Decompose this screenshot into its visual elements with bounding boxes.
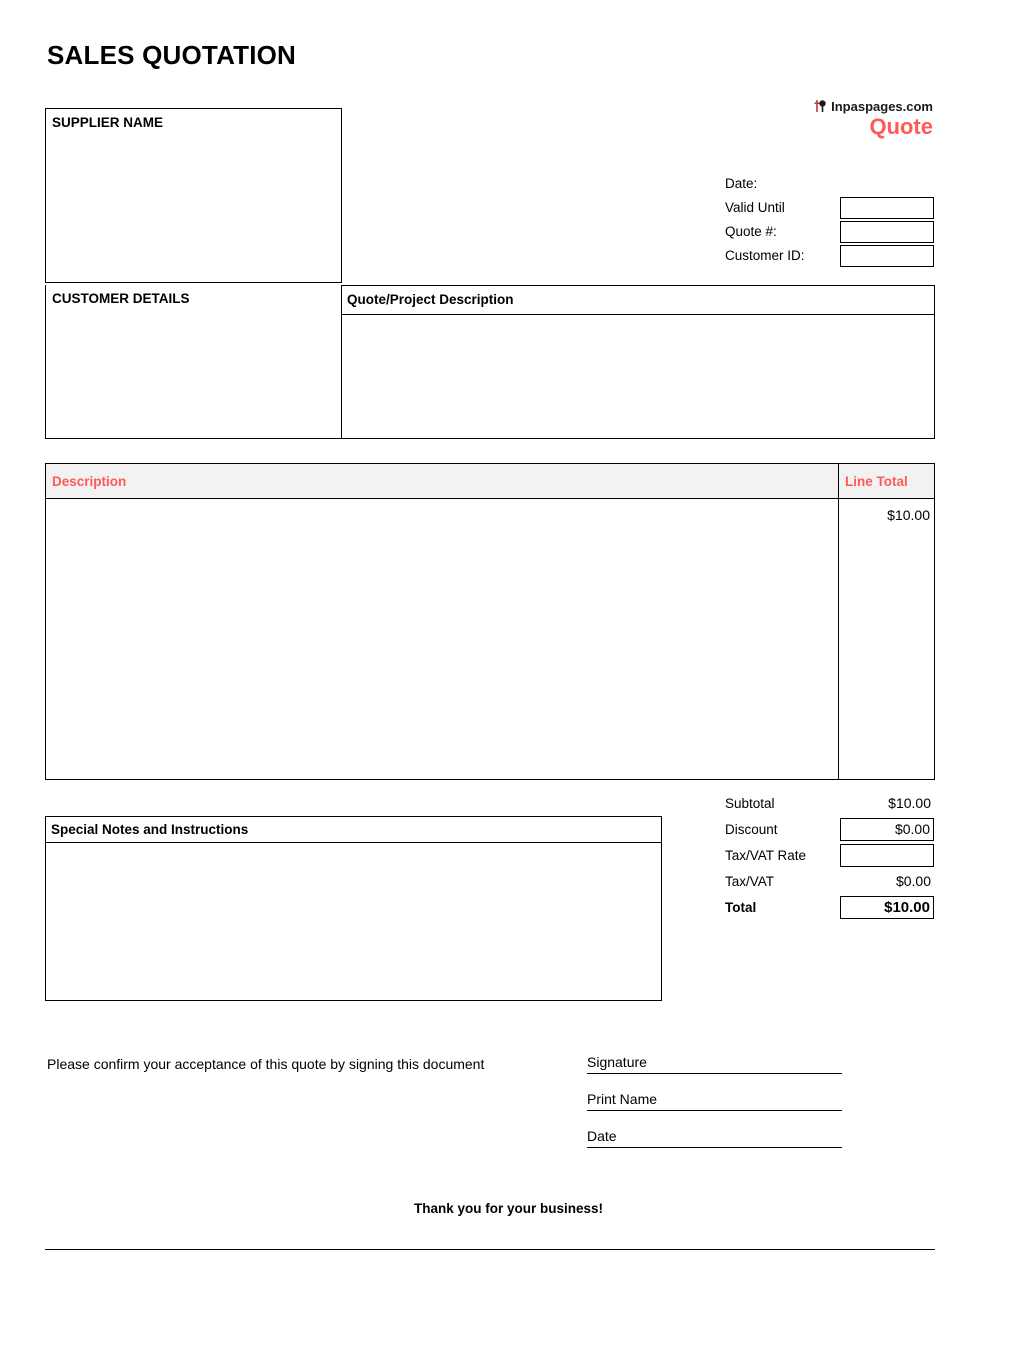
- totals-label-tax-rate: Tax/VAT Rate: [725, 847, 807, 863]
- page-title: SALES QUOTATION: [47, 40, 297, 70]
- totals-block: [725, 790, 935, 920]
- totals-row-tax: [725, 868, 935, 894]
- totals-label-subtotal: Subtotal: [725, 795, 775, 811]
- meta-row-valid-until: [725, 196, 935, 219]
- totals-label-discount: Discount: [725, 821, 778, 837]
- totals-label-total: Total: [725, 899, 757, 915]
- footer-divider: [45, 1249, 935, 1250]
- table-row[interactable]: [45, 499, 935, 780]
- line-items-header: [45, 463, 935, 499]
- signature-line-date[interactable]: Date: [587, 1128, 842, 1148]
- cell-line-total: $10.00: [887, 507, 930, 523]
- acceptance-text: Please confirm your acceptance of this quote by signing this document: [47, 1056, 485, 1072]
- meta-label-quote-number: Quote #:: [725, 224, 777, 239]
- meta-field-quote-number[interactable]: [840, 221, 934, 243]
- special-notes-heading: Special Notes and Instructions: [46, 817, 661, 843]
- supplier-box[interactable]: [45, 108, 342, 283]
- logo-mark-icon: [813, 98, 829, 114]
- totals-row-discount: [725, 816, 935, 842]
- project-description-box[interactable]: [341, 285, 935, 439]
- totals-label-tax: Tax/VAT: [725, 873, 775, 889]
- brand-type-label: Quote: [869, 114, 933, 139]
- totals-row-subtotal: [725, 790, 935, 816]
- meta-row-date: [725, 172, 935, 195]
- customer-heading: CUSTOMER DETAILS: [52, 291, 190, 306]
- meta-row-customer-id: [725, 244, 935, 267]
- column-header-line-total: Line Total: [845, 474, 908, 489]
- totals-value-total: $10.00: [840, 896, 934, 919]
- line-items-table: [45, 463, 935, 780]
- quote-meta: [725, 172, 935, 268]
- project-description-heading: Quote/Project Description: [341, 285, 934, 315]
- totals-row-total: [725, 894, 935, 920]
- customer-box[interactable]: [45, 285, 342, 439]
- column-header-description: Description: [46, 464, 839, 498]
- cell-description[interactable]: [46, 499, 839, 779]
- meta-field-customer-id[interactable]: [840, 245, 934, 267]
- brand-name-row: [673, 98, 933, 114]
- totals-value-subtotal: $10.00: [888, 795, 931, 811]
- signature-line-print-name[interactable]: Print Name: [587, 1091, 842, 1111]
- brand-name: Inpaspages.com: [831, 98, 933, 114]
- totals-field-tax-rate[interactable]: [840, 844, 934, 867]
- signature-line-signature[interactable]: Signature: [587, 1054, 842, 1074]
- supplier-heading: SUPPLIER NAME: [52, 115, 164, 130]
- totals-row-tax-rate: [725, 842, 935, 868]
- signature-block: [587, 1054, 842, 1165]
- meta-label-date: Date:: [725, 176, 758, 191]
- totals-field-discount[interactable]: $0.00: [840, 818, 934, 841]
- meta-field-valid-until[interactable]: [840, 197, 934, 219]
- meta-label-valid-until: Valid Until: [725, 200, 785, 215]
- meta-row-quote-number: [725, 220, 935, 243]
- meta-value-date: [840, 173, 934, 195]
- totals-value-tax: $0.00: [895, 873, 931, 889]
- meta-label-customer-id: Customer ID:: [725, 248, 805, 263]
- footer-thanks: Thank you for your business!: [413, 1201, 604, 1216]
- brand-block: [673, 98, 933, 138]
- special-notes-box[interactable]: [45, 816, 662, 1001]
